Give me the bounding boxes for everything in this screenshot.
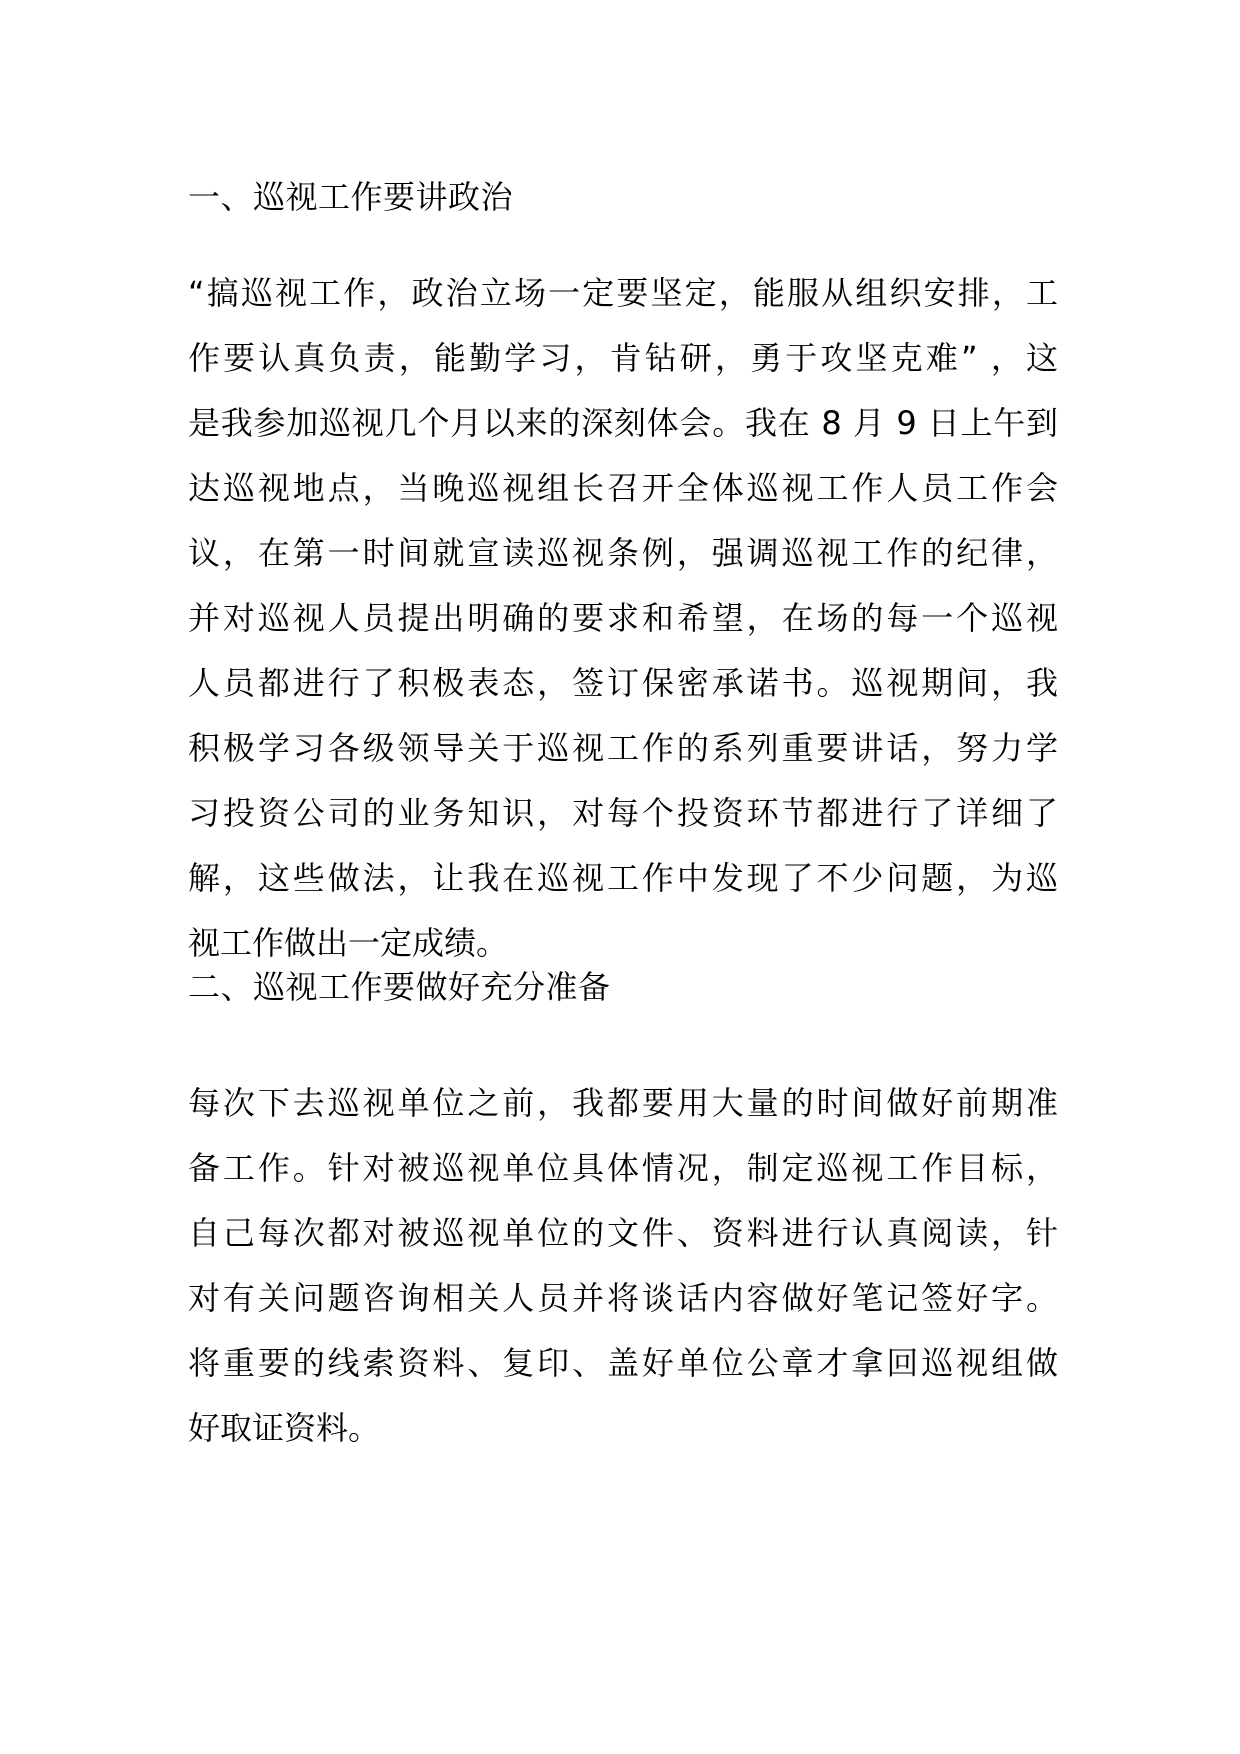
section-paragraph-2 xyxy=(188,1071,1058,1461)
paragraph-line: 自己每次都对被巡视单位的文件、资料进行认真阅读，针 xyxy=(188,1214,1058,1252)
paragraph-line: 对有关问题咨询相关人员并将谈话内容做好笔记签好字。 xyxy=(188,1279,1058,1317)
paragraph-line: 作要认真负责，能勤学习，肯钻研，勇于攻坚克难” ，这 xyxy=(188,339,1058,377)
paragraph-line: 是我参加巡视几个月以来的深刻体会。我在 8 月 9 日上午到 xyxy=(188,404,1058,442)
paragraph-line: 议，在第一时间就宣读巡视条例，强调巡视工作的纪律， xyxy=(188,534,1058,572)
paragraph-line: 达巡视地点，当晚巡视组长召开全体巡视工作人员工作会 xyxy=(188,469,1058,507)
paragraph-line: 备工作。针对被巡视单位具体情况，制定巡视工作目标， xyxy=(188,1149,1058,1187)
paragraph-line: 视工作做出一定成绩。 xyxy=(188,924,509,962)
section-paragraph-1 xyxy=(188,261,1058,976)
paragraph-line: 好取证资料。 xyxy=(188,1409,381,1447)
paragraph-line: 积极学习各级领导关于巡视工作的系列重要讲话，努力学 xyxy=(188,729,1058,767)
paragraph-line: “搞巡视工作，政治立场一定要坚定，能服从组织安排，工 xyxy=(188,274,1058,312)
paragraph-line: 习投资公司的业务知识，对每个投资环节都进行了详细了 xyxy=(188,794,1058,832)
section-heading-1: 一、巡视工作要讲政治 xyxy=(188,178,514,216)
paragraph-line: 解，这些做法，让我在巡视工作中发现了不少问题，为巡 xyxy=(188,859,1058,897)
paragraph-line: 将重要的线索资料、复印、盖好单位公章才拿回巡视组做 xyxy=(188,1344,1058,1382)
paragraph-line: 并对巡视人员提出明确的要求和希望，在场的每一个巡视 xyxy=(188,599,1058,637)
section-heading-2: 二、巡视工作要做好充分准备 xyxy=(188,968,611,1006)
paragraph-line: 每次下去巡视单位之前，我都要用大量的时间做好前期准 xyxy=(188,1084,1058,1122)
paragraph-line: 人员都进行了积极表态，签订保密承诺书。巡视期间，我 xyxy=(188,664,1058,702)
